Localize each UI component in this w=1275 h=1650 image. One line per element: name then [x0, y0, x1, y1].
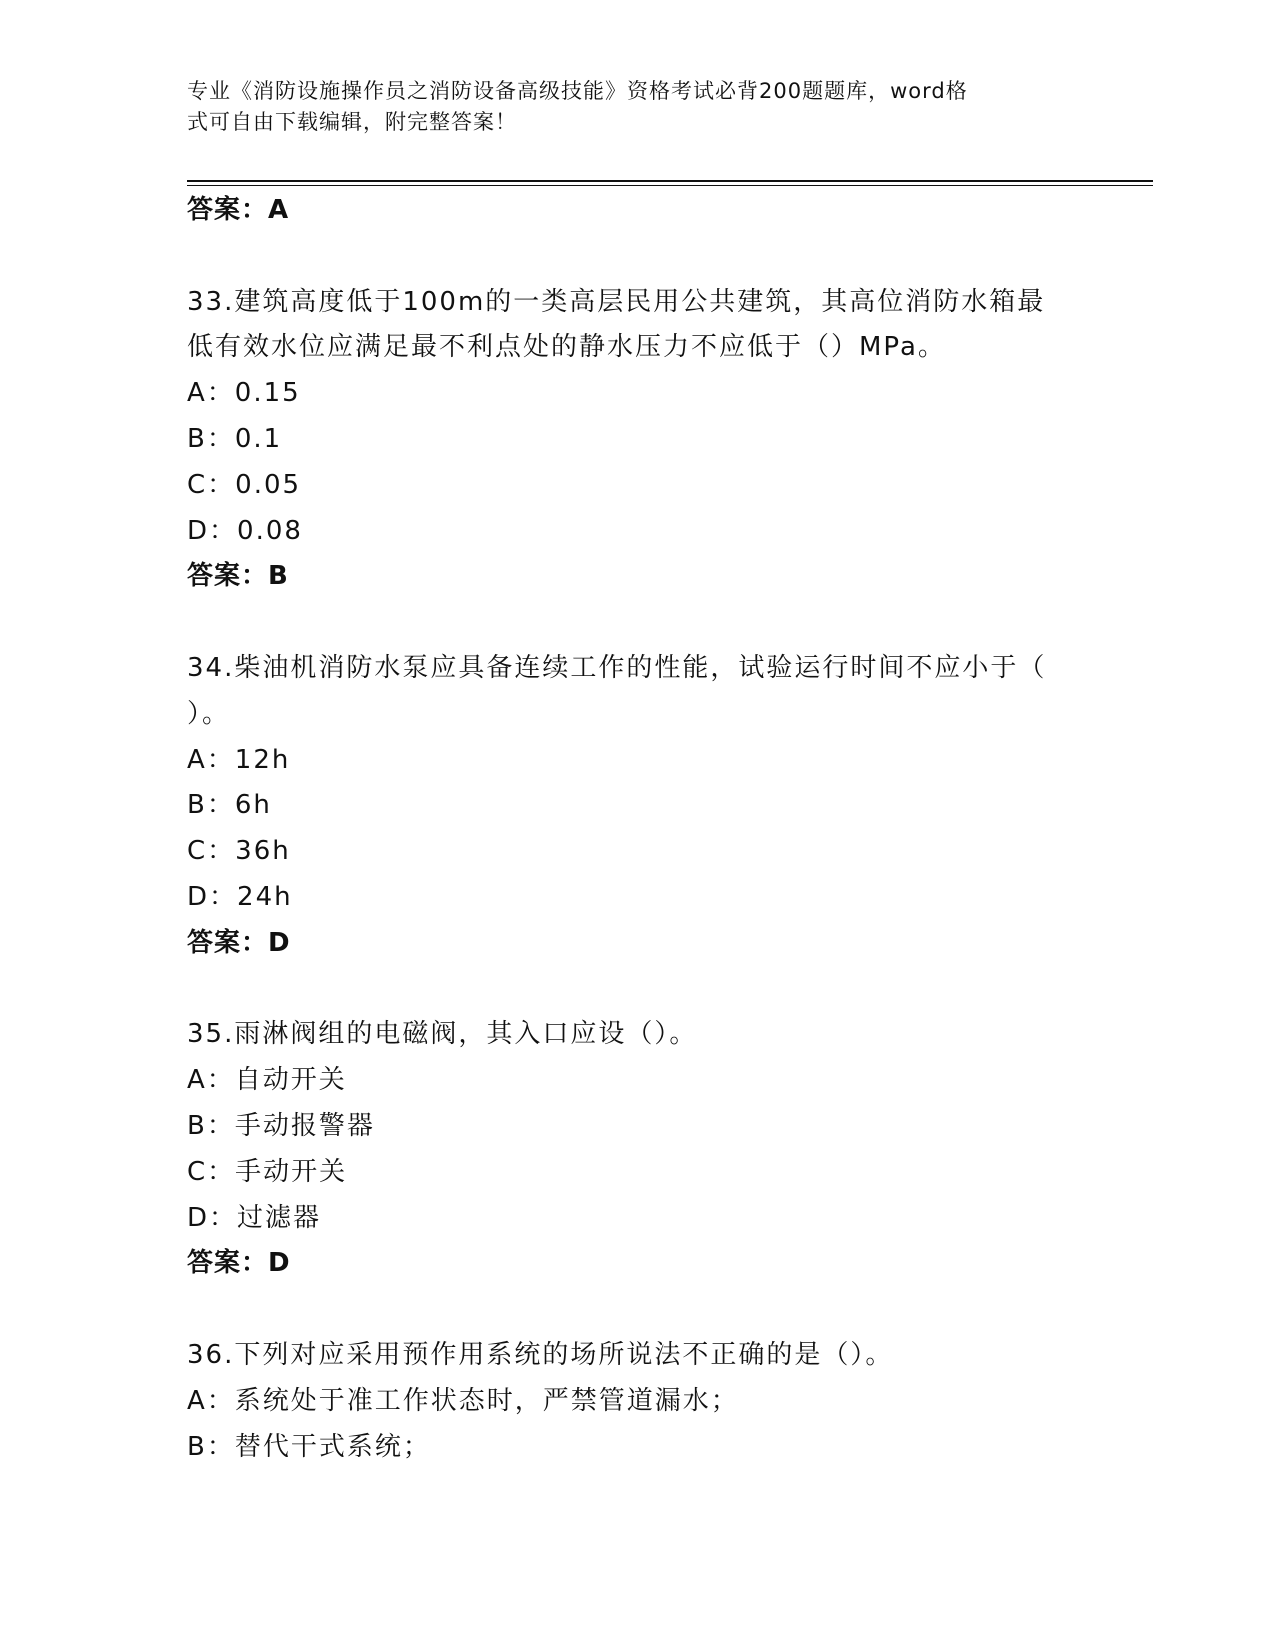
question-stem: ）。 — [187, 698, 231, 729]
answer: 答案：D — [187, 927, 291, 958]
spacer — [187, 1287, 1087, 1333]
question-stem: 低有效水位应满足最不利点处的静水压力不应低于（）MPa。 — [187, 332, 946, 363]
question-stem: 34.柴油机消防水泵应具备连续工作的性能，试验运行时间不应小于（ — [187, 652, 1047, 683]
question-35 — [187, 1012, 1087, 1287]
document-header — [187, 76, 1067, 138]
header-line-2: 式可自由下载编辑，附完整答案！ — [187, 110, 517, 134]
question-stem: 33.建筑高度低于100m的一类高层民用公共建筑，其高位消防水箱最 — [187, 286, 1046, 317]
option-b: B：6h — [187, 790, 272, 821]
option-a: A：系统处于准工作状态时，严禁管道漏水； — [187, 1385, 739, 1416]
question-34 — [187, 646, 1087, 967]
option-b: B：0.1 — [187, 423, 283, 454]
header-divider — [187, 180, 1153, 182]
option-c: C：0.05 — [187, 469, 302, 500]
option-d: D：24h — [187, 881, 293, 912]
question-stem: 35.雨淋阀组的电磁阀，其入口应设（）。 — [187, 1019, 698, 1050]
spacer — [187, 600, 1087, 646]
option-c: C：36h — [187, 836, 291, 867]
spacer — [187, 234, 1087, 280]
option-a: A：0.15 — [187, 378, 301, 409]
question-list — [187, 188, 1087, 1470]
answer: 答案：B — [187, 561, 289, 592]
option-d: D：过滤器 — [187, 1202, 322, 1233]
header-line-1: 专业《消防设施操作员之消防设备高级技能》资格考试必背200题题库，word格 — [187, 79, 968, 103]
option-b: B：手动报警器 — [187, 1110, 375, 1141]
option-d: D：0.08 — [187, 515, 303, 546]
question-stem: 36.下列对应采用预作用系统的场所说法不正确的是（）。 — [187, 1339, 894, 1370]
header-divider-thin — [187, 185, 1153, 186]
option-a: A：12h — [187, 744, 291, 775]
spacer — [187, 967, 1087, 1013]
option-b: B：替代干式系统； — [187, 1431, 431, 1462]
option-c: C：手动开关 — [187, 1156, 348, 1187]
option-a: A：自动开关 — [187, 1065, 347, 1096]
question-33 — [187, 280, 1087, 601]
answer: 答案：D — [187, 1248, 291, 1279]
question-36 — [187, 1333, 1087, 1470]
answer-32: 答案：A — [187, 195, 290, 225]
